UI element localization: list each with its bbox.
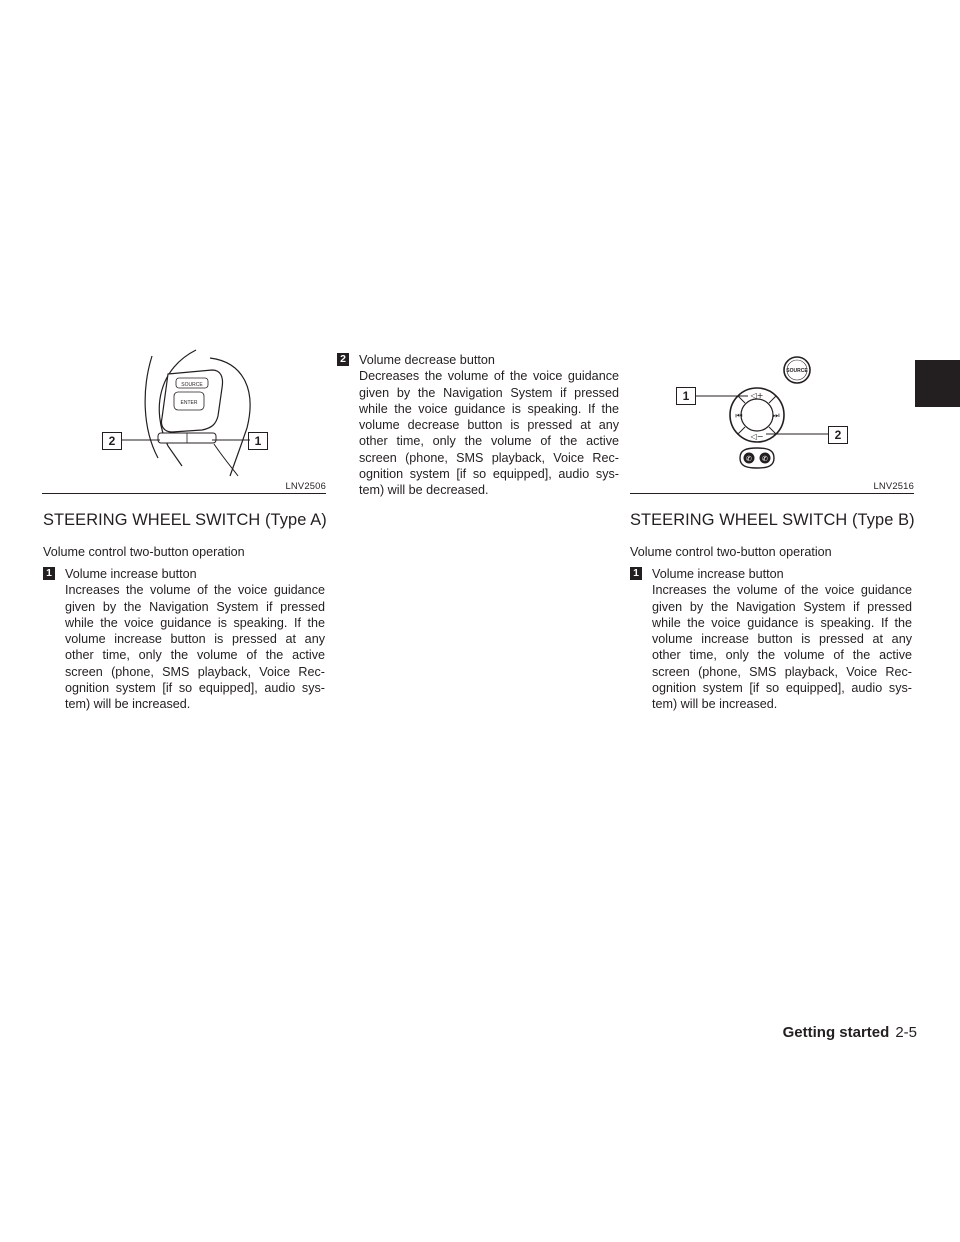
figure-type-a	[42, 348, 326, 493]
svg-text:⏭: ⏭	[772, 411, 780, 420]
figure-code: LNV2516	[873, 480, 914, 491]
item-title: Volume increase button	[652, 567, 784, 581]
footer-section-title: Getting started	[782, 1024, 890, 1041]
svg-text:◁+: ◁+	[750, 391, 764, 400]
page-footer	[783, 1024, 917, 1041]
svg-text:⏮: ⏮	[735, 411, 743, 420]
list-item	[630, 566, 912, 713]
callout-label-1: 1	[248, 432, 268, 450]
intro-text: Volume control two-button operation	[43, 545, 245, 559]
intro-text: Volume control two-button operation	[630, 545, 832, 559]
item-description: Increases the volume of the voice guidance given by the Navigation System if pressed while the voice guidance is speaking. If the volume increase button is pressed at any other time, only the volume of the active screen (phone, SMS playback, Voice Recognition system [if so equipped], audio system) will be increased.	[652, 583, 912, 712]
section-heading-type-a: STEERING WHEEL SWITCH (Type A)	[43, 511, 327, 529]
svg-text:◁−: ◁−	[750, 432, 764, 441]
switch-pad-illustration	[630, 348, 914, 480]
item-number-badge: 1	[630, 567, 642, 580]
svg-text:✆: ✆	[762, 455, 768, 463]
item-title: Volume decrease button	[359, 353, 495, 367]
callout-label-1: 1	[676, 387, 696, 405]
type-b-section	[630, 511, 915, 713]
steering-wheel-switch-illustration	[42, 348, 326, 480]
chapter-thumb-tab	[915, 360, 960, 407]
svg-text:✆: ✆	[746, 455, 752, 463]
callout-label-2: 2	[828, 426, 848, 444]
enter-button-label: ENTER	[180, 400, 198, 406]
type-a-section	[43, 511, 325, 713]
callout-label-2: 2	[102, 432, 122, 450]
page-number: 2-5	[895, 1024, 917, 1041]
list-item	[337, 352, 619, 499]
section-heading-type-b: STEERING WHEEL SWITCH (Type B)	[630, 511, 915, 529]
item-number-badge: 2	[337, 353, 349, 366]
figure-rule	[630, 493, 914, 494]
item-number-badge: 1	[43, 567, 55, 580]
item-title: Volume increase button	[65, 567, 197, 581]
item-description: Increases the volume of the voice guidance given by the Navigation System if pressed while the voice guidance is speaking. If the volume increase button is pressed at any other time, only the volume of the active screen (phone, SMS playback, Voice Recognition system [if so equipped], audio system) will be increased.	[65, 583, 325, 712]
source-button-label: SOURCE	[181, 382, 203, 388]
source-button-label: SOURCE	[786, 368, 808, 374]
figure-rule	[42, 493, 326, 494]
type-a-continued-section	[337, 352, 619, 499]
figure-type-b	[630, 348, 914, 493]
figure-code: LNV2506	[285, 480, 326, 491]
item-description: Decreases the volume of the voice guidance given by the Navigation System if pressed while the voice guidance is speaking. If the volume decrease button is pressed at any other time, only the volume of the active screen (phone, SMS playback, Voice Recognition system [if so equipped], audio system) will be decreased.	[359, 369, 619, 498]
list-item	[43, 566, 325, 713]
